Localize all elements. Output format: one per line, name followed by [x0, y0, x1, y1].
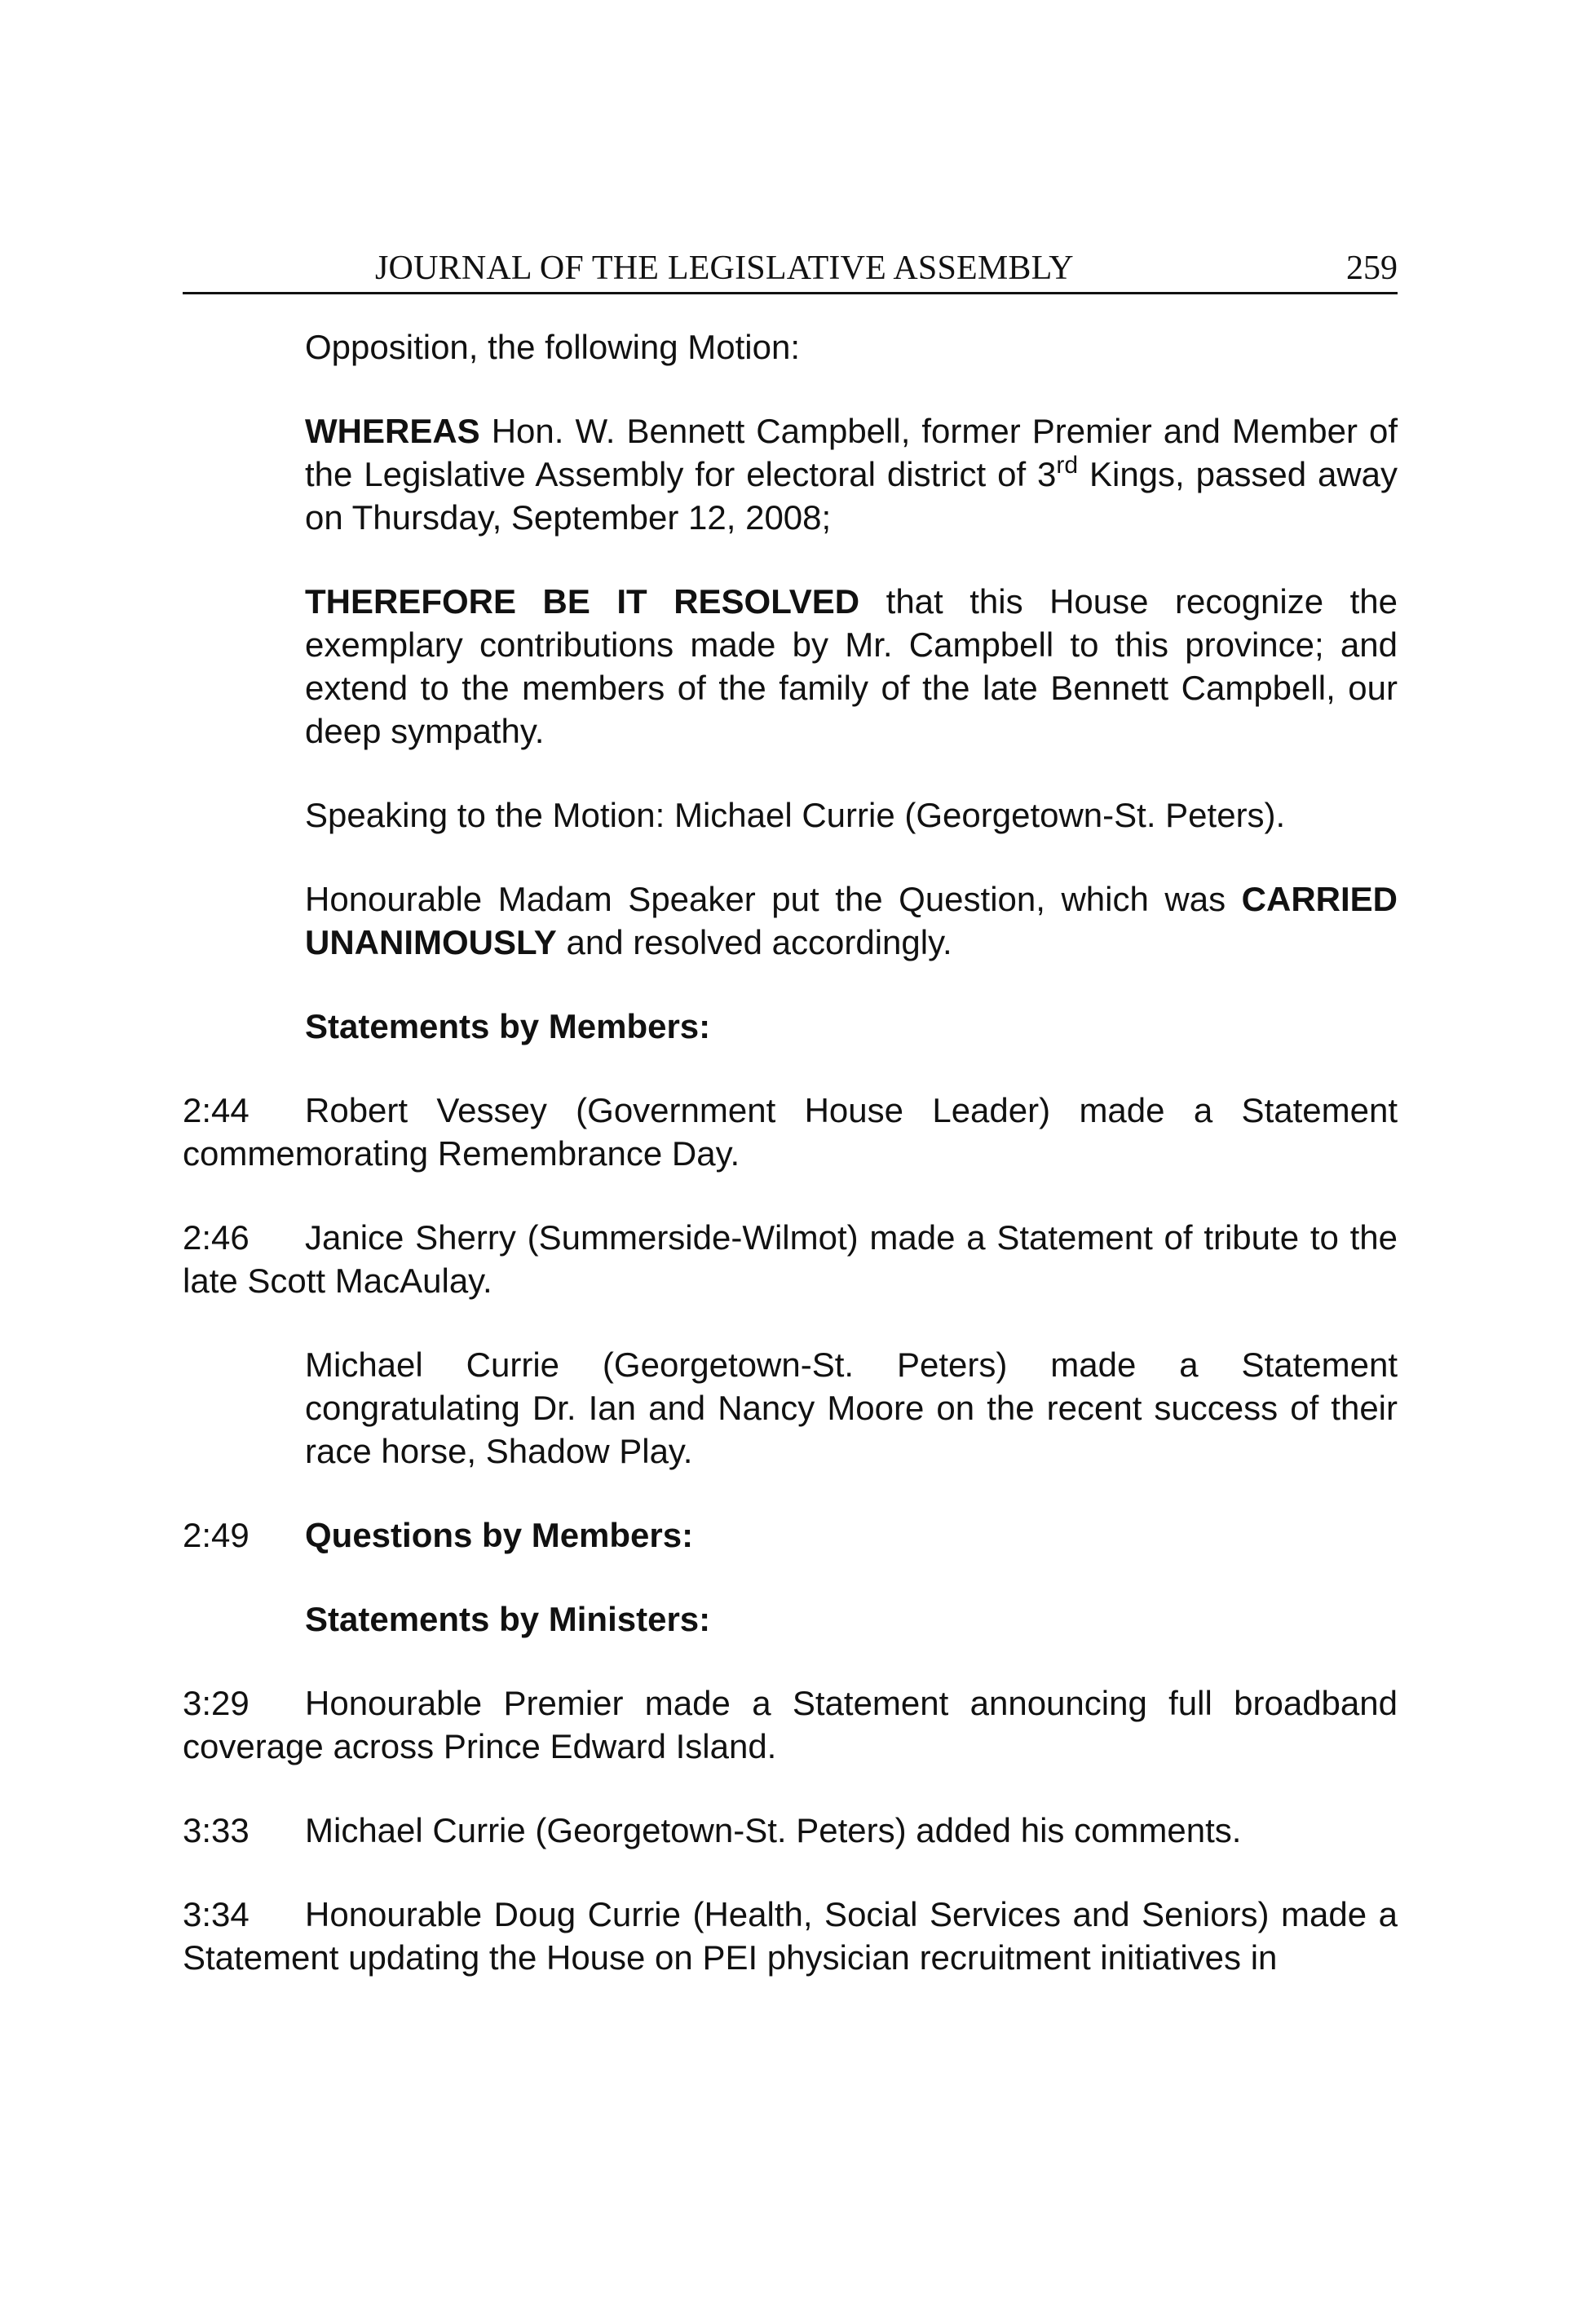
entry-text: Janice Sherry (Summerside-Wilmot) made a Statement of tribute to the late Scott MacAulay. [183, 1218, 1398, 1300]
page-header [183, 245, 1398, 294]
resolved-lead: THEREFORE BE IT RESOLVED [305, 582, 860, 621]
heading-statements-members-text: Statements by Members: [305, 1007, 711, 1045]
speaking-text: Speaking to the Motion: Michael Currie (Georgetown-St. Peters). [305, 796, 1286, 834]
speaking-paragraph [305, 793, 1398, 837]
whereas-lead: WHEREAS [305, 412, 480, 450]
entry-time: 2:46 [183, 1218, 250, 1257]
opposition-text: Opposition, the following Motion: [305, 328, 801, 366]
heading-statements-by-ministers [305, 1597, 1398, 1641]
heading-statements-by-members [305, 1005, 1398, 1048]
entry-3-33 [183, 1809, 1398, 1852]
journal-page [183, 245, 1398, 1979]
whereas-text-a: Hon. W. Bennett Campbell, former Premier and Member of the Legislative Assembly for electoral district of 3 [305, 412, 1398, 493]
currie-statement-text: Michael Currie (Georgetown-St. Peters) made a Statement congratulating Dr. Ian and Nancy Moore on the recent success of their race horse, Shadow Play. [305, 1345, 1398, 1470]
resolved-paragraph [305, 580, 1398, 753]
journal-content [183, 325, 1398, 1979]
entry-3-34 [183, 1893, 1398, 1979]
entry-text: Honourable Doug Currie (Health, Social Services and Seniors) made a Statement updating the House on PEI physician recruitment initiatives in [183, 1895, 1398, 1977]
entry-text: Michael Currie (Georgetown-St. Peters) added his comments. [305, 1811, 1242, 1849]
resolved-text: that this House recognize the exemplary contributions made by Mr. Campbell to this province; and extend to the members of the family of the late Bennett Campbell, our deep sympathy. [305, 582, 1398, 750]
entry-text: Honourable Premier made a Statement announcing full broadband coverage across Prince Edward Island. [183, 1684, 1398, 1765]
entry-2-49 [183, 1513, 1398, 1557]
entry-text: Robert Vessey (Government House Leader) made a Statement commemorating Remembrance Day. [183, 1091, 1398, 1173]
entry-2-46 [183, 1216, 1398, 1302]
entry-time: 2:49 [183, 1516, 250, 1554]
heading-statements-ministers-text: Statements by Ministers: [305, 1600, 711, 1638]
question-text-a: Honourable Madam Speaker put the Question, which was [305, 880, 1242, 918]
question-paragraph [305, 877, 1398, 964]
question-text-b: and resolved accordingly. [556, 923, 952, 961]
ordinal-suffix: rd [1056, 452, 1079, 479]
entry-3-29 [183, 1681, 1398, 1768]
entry-time: 3:34 [183, 1895, 250, 1933]
entry-time: 3:29 [183, 1684, 250, 1722]
entry-time: 2:44 [183, 1091, 250, 1129]
entry-2-44 [183, 1089, 1398, 1175]
page-number: 259 [1346, 250, 1398, 287]
whereas-paragraph [305, 409, 1398, 539]
carried-unanimously: CARRIED UNANIMOUSLY [305, 880, 1398, 961]
whereas-text-b: Kings, passed away on Thursday, September 12, 2008; [305, 455, 1398, 537]
entry-time: 3:33 [183, 1811, 250, 1849]
journal-title: JOURNAL OF THE LEGISLATIVE ASSEMBLY [375, 250, 1074, 287]
currie-statement-paragraph [305, 1343, 1398, 1473]
heading-questions-by-members: Questions by Members: [305, 1516, 694, 1554]
opposition-paragraph [305, 325, 1398, 369]
